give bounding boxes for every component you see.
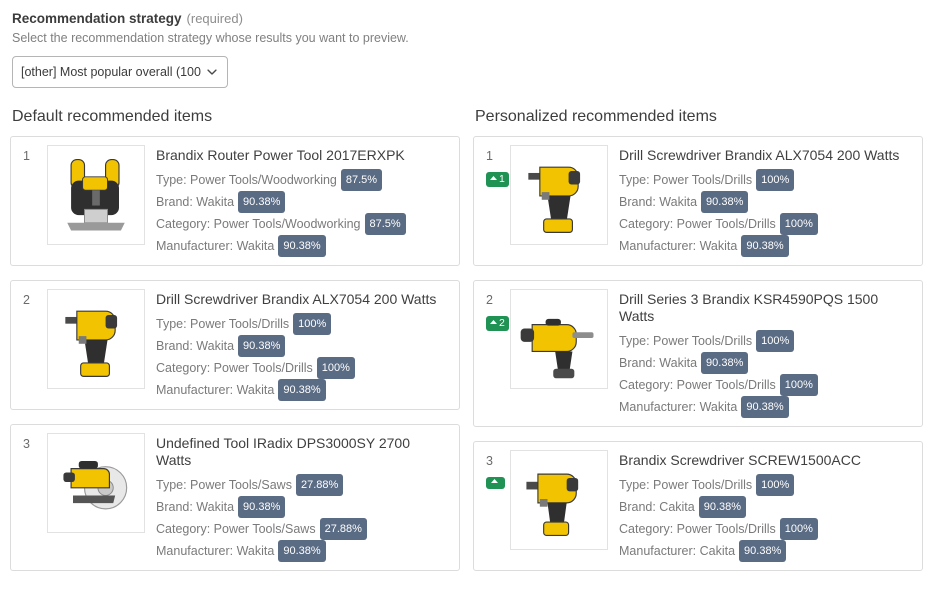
product-image-cordless-drill [47,289,145,389]
item-attribute [619,540,912,562]
item-info [619,289,912,418]
attribute-label: Category: Power Tools/Saws [156,522,316,536]
item-info [619,145,912,257]
list-item[interactable] [10,280,460,410]
attribute-score: 27.88% [320,518,367,540]
item-attribute [619,396,912,418]
strategy-field-label [12,11,920,26]
attribute-label: Category: Power Tools/Drills [156,361,313,375]
rank-number: 1 [23,149,30,163]
personalized-column-title: Personalized recommended items [475,108,717,125]
rank-change-value: 1 [499,173,505,185]
default-recommendations-column [10,108,460,585]
attribute-score: 90.38% [741,396,788,418]
rank-change-badge [486,477,505,489]
strategy-select-value: [other] Most popular overall (100 [21,65,201,79]
rank-column [17,433,47,562]
item-attribute [619,496,912,518]
item-attribute [619,191,912,213]
rank-column [480,450,510,562]
rank-number: 1 [486,149,493,163]
attribute-label: Brand: Wakita [619,195,698,209]
attribute-label: Type: Power Tools/Woodworking [156,173,337,187]
results-columns [10,108,920,585]
attribute-score: 90.38% [701,352,748,374]
item-attribute [156,496,449,518]
attribute-score: 100% [317,357,355,379]
rank-change-value: 2 [499,317,505,329]
attribute-score: 27.88% [296,474,343,496]
attribute-score: 87.5% [365,213,406,235]
attribute-score: 90.38% [238,496,285,518]
item-attribute [619,518,912,540]
attribute-label: Type: Power Tools/Drills [619,334,753,348]
item-title: Brandix Router Power Tool 2017ERXPK [156,147,405,163]
attribute-score: 90.38% [278,235,325,257]
attribute-score: 87.5% [341,169,382,191]
item-attribute [156,540,449,562]
item-attribute [156,357,449,379]
rank-column [17,289,47,401]
item-attribute [156,379,449,401]
item-attribute [619,169,912,191]
rank-number: 2 [23,293,30,307]
item-title: Drill Screwdriver Brandix ALX7054 200 Watts [619,147,900,163]
item-info [156,289,449,401]
list-item[interactable] [473,441,923,571]
attribute-score: 100% [780,374,818,396]
attribute-label: Brand: Wakita [156,339,235,353]
item-attribute [619,374,912,396]
attribute-score: 90.38% [699,496,746,518]
item-info [156,433,449,562]
item-attribute [619,352,912,374]
attribute-score: 90.38% [238,335,285,357]
item-attribute [156,191,449,213]
attribute-label: Category: Power Tools/Drills [619,522,776,536]
chevron-down-icon [205,65,219,79]
item-attribute [156,335,449,357]
strategy-help-text: Select the recommendation strategy whose results you want to preview. [12,31,409,45]
rank-number: 3 [486,454,493,468]
product-image-hammer-drill [510,289,608,389]
item-attribute [619,474,912,496]
rank-column [480,145,510,257]
attribute-score: 90.38% [278,540,325,562]
list-item[interactable] [473,136,923,266]
attribute-label: Brand: Wakita [156,500,235,514]
attribute-label: Manufacturer: Wakita [619,239,738,253]
item-attribute [619,213,912,235]
attribute-score: 100% [293,313,331,335]
attribute-score: 100% [756,169,794,191]
attribute-score: 90.38% [701,191,748,213]
attribute-label: Manufacturer: Wakita [619,400,738,414]
rank-number: 2 [486,293,493,307]
attribute-score: 90.38% [739,540,786,562]
rank-number: 3 [23,437,30,451]
attribute-label: Brand: Wakita [156,195,235,209]
attribute-score: 90.38% [238,191,285,213]
item-title: Undefined Tool IRadix DPS3000SY 2700 Watts [156,435,410,468]
product-image-router-power-tool [47,145,145,245]
item-attribute [619,235,912,257]
list-item[interactable] [473,280,923,427]
attribute-label: Type: Power Tools/Saws [156,478,292,492]
attribute-label: Category: Power Tools/Drills [619,378,776,392]
required-marker: (required) [186,11,243,26]
item-attribute [156,474,449,496]
attribute-label: Category: Power Tools/Woodworking [156,217,361,231]
item-info [619,450,912,562]
product-image-cordless-drill [510,145,608,245]
strategy-label-text: Recommendation strategy [12,11,182,26]
rank-change-badge [486,316,509,331]
attribute-label: Category: Power Tools/Drills [619,217,776,231]
item-attribute [156,518,449,540]
attribute-score: 100% [780,518,818,540]
item-attribute [156,313,449,335]
item-attribute [619,330,912,352]
personalized-recommendations-column [473,108,923,585]
list-item[interactable] [10,424,460,571]
item-attribute [156,213,449,235]
list-item[interactable] [10,136,460,266]
attribute-label: Brand: Wakita [619,356,698,370]
item-attribute [156,235,449,257]
attribute-label: Type: Power Tools/Drills [156,317,290,331]
arrow-up-icon [490,320,497,328]
rank-column [480,289,510,418]
rank-column [17,145,47,257]
attribute-score: 100% [780,213,818,235]
attribute-score: 100% [756,330,794,352]
attribute-label: Manufacturer: Wakita [156,239,275,253]
attribute-label: Manufacturer: Cakita [619,544,736,558]
attribute-label: Brand: Cakita [619,500,695,514]
item-title: Drill Series 3 Brandix KSR4590PQS 1500 Watts [619,291,879,324]
attribute-label: Type: Power Tools/Drills [619,173,753,187]
item-title: Drill Screwdriver Brandix ALX7054 200 Watts [156,291,437,307]
attribute-label: Type: Power Tools/Drills [619,478,753,492]
product-image-screwdriver-drill [510,450,608,550]
item-info [156,145,449,257]
rank-change-badge [486,172,509,187]
arrow-up-icon [490,176,497,184]
attribute-score: 90.38% [278,379,325,401]
item-attribute [156,169,449,191]
product-image-circular-saw [47,433,145,533]
attribute-score: 90.38% [741,235,788,257]
default-column-title: Default recommended items [12,108,213,125]
item-title: Brandix Screwdriver SCREW1500ACC [619,452,861,468]
attribute-label: Manufacturer: Wakita [156,383,275,397]
arrow-up-icon [491,479,498,487]
attribute-score: 100% [756,474,794,496]
attribute-label: Manufacturer: Wakita [156,544,275,558]
strategy-select[interactable] [12,56,228,88]
